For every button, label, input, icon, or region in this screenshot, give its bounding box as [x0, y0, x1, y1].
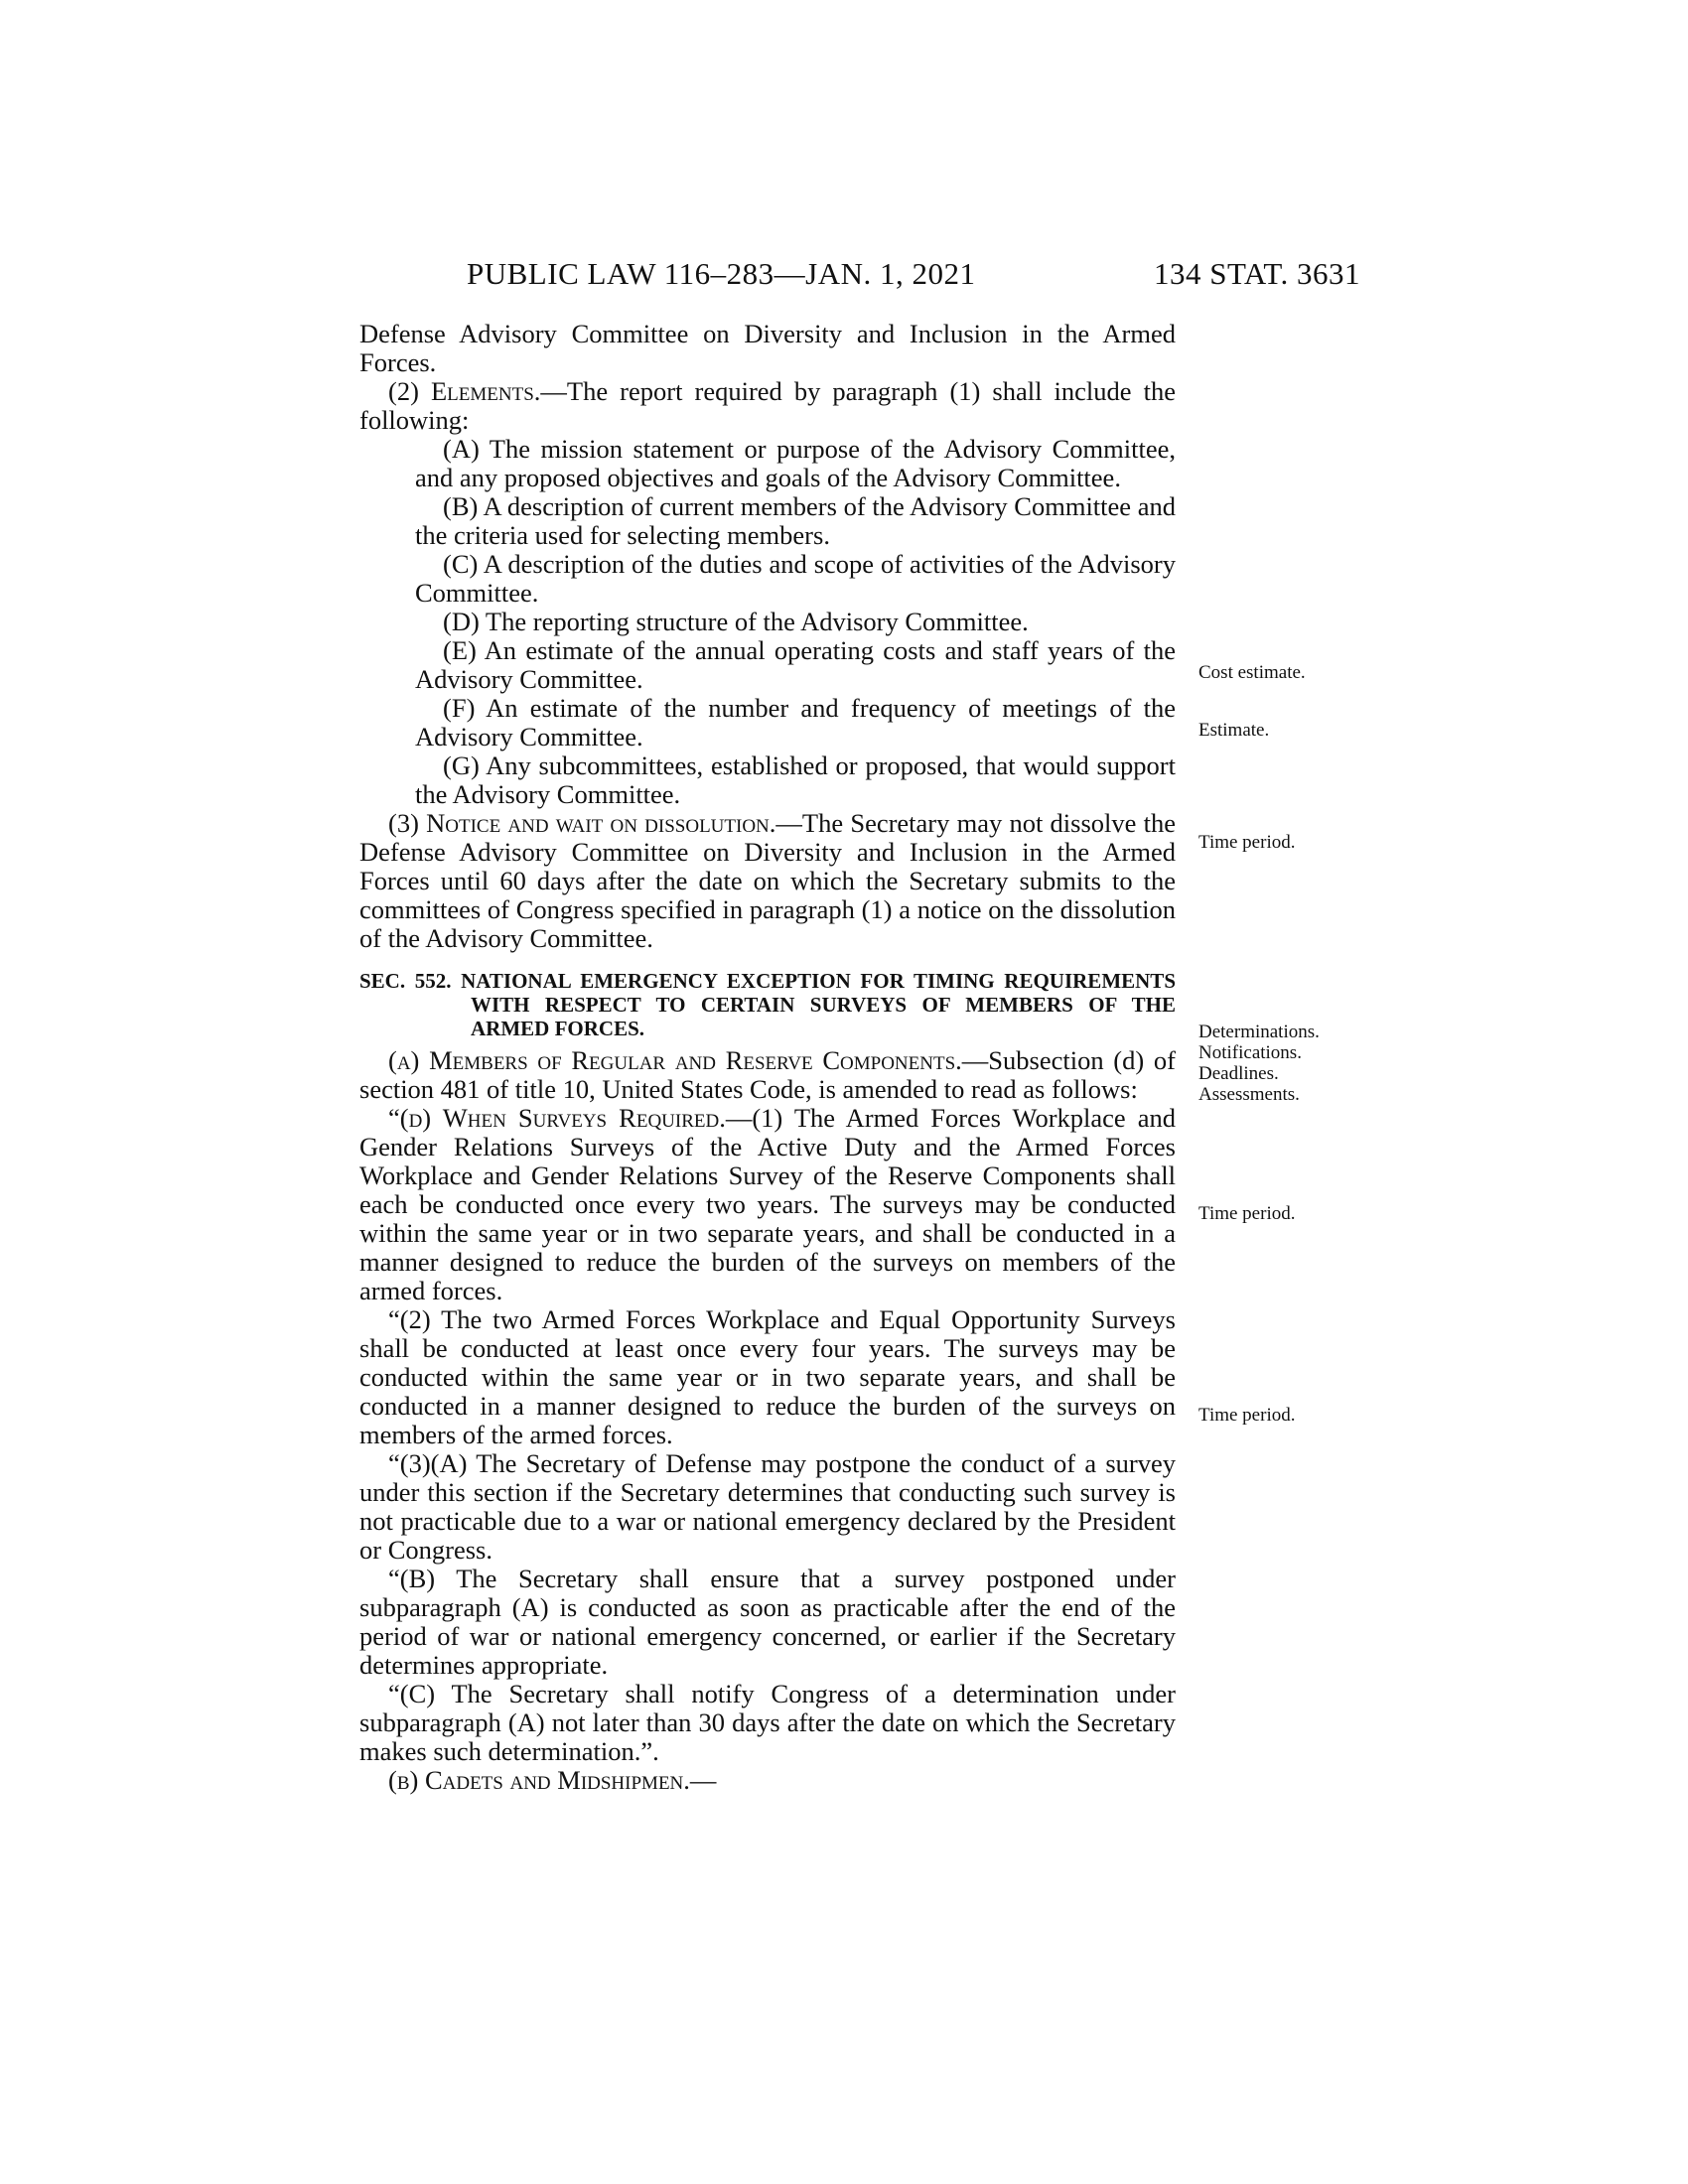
subsection-b-heading: (b) Cadets and Midshipmen. [388, 1765, 690, 1795]
margin-note-notifications: Notifications. [1198, 1042, 1302, 1063]
subsection-d-text: —(1) The Armed Forces Workplace and Gender Relations Surveys of the Active Duty and the Armed Forces Workplace and Gender Relations Survey of the Reserve Components shall each be conducted once every two years. The surveys may be conducted within the same year or in two separate years, and shall be conducted in a manner designed to reduce the burden of the surveys on members of the armed forces. [359, 1103, 1176, 1305]
subsection-d-heading: “(d) When Surveys Required. [388, 1103, 726, 1133]
subparagraph-a [415, 435, 1176, 492]
subsection-d-3b: “(B) The Secretary shall ensure that a survey postponed under subparagraph (A) is conducted as soon as practicable after the end of the period of war or national emergency concerned, or earlier if the Secretary determines appropriate. [359, 1564, 1176, 1680]
paragraph-continuation: Defense Advisory Committee on Diversity and Inclusion in the Armed Forces. [359, 319, 1176, 377]
document-body [359, 320, 1176, 1795]
running-header [467, 256, 1360, 300]
margin-note-determinations: Determinations. [1198, 1022, 1320, 1042]
subsection-a-text: —Subsection (d) of section 481 of title 10, United States Code, is amended to read as follows: [359, 1045, 1176, 1104]
subsection-d [359, 1104, 1176, 1305]
header-stat-page: 134 STAT. 3631 [1153, 256, 1360, 291]
section-552-heading-block [359, 969, 1176, 1040]
subsection-b [359, 1766, 1176, 1795]
margin-note-assessments: Assessments. [1198, 1084, 1300, 1105]
subparagraph-e-text: (E) An estimate of the annual operating costs and staff years of the Advisory Committee. [415, 635, 1176, 694]
paragraph-2-text: —The report required by paragraph (1) shall include the following: [359, 376, 1176, 435]
subparagraph-d [415, 608, 1176, 636]
paragraph-2-heading: (2) Elements. [388, 376, 541, 406]
section-552-heading: SEC. 552. NATIONAL EMERGENCY EXCEPTION FOR TIMING REQUIREMENTS WITH RESPECT TO CERTAIN SURVEYS OF MEMBERS OF THE ARMED FORCES. [359, 969, 1176, 1040]
margin-note-time-period-1: Time period. [1198, 832, 1296, 853]
margin-note-cost-estimate: Cost estimate. [1198, 662, 1306, 683]
margin-note-deadlines: Deadlines. [1198, 1063, 1279, 1084]
margin-note-estimate: Estimate. [1198, 720, 1270, 741]
subparagraph-f [415, 694, 1176, 751]
subparagraph-g [415, 751, 1176, 809]
subsection-a [359, 1046, 1176, 1104]
subparagraph-b-text: (B) A description of current members of the Advisory Committee and the criteria used for selecting members. [415, 491, 1176, 550]
paragraph-2-elements [359, 377, 1176, 435]
subparagraph-a-text: (A) The mission statement or purpose of the Advisory Committee, and any proposed objectives and goals of the Advisory Committee. [415, 434, 1176, 492]
margin-note-time-period-2: Time period. [1198, 1203, 1296, 1224]
subparagraph-c [415, 550, 1176, 608]
subparagraph-g-text: (G) Any subcommittees, established or proposed, that would support the Advisory Committee. [415, 751, 1176, 809]
subsection-a-heading: (a) Members of Regular and Reserve Components. [388, 1045, 962, 1075]
header-title: PUBLIC LAW 116–283—JAN. 1, 2021 [467, 256, 976, 291]
subsection-d-2: “(2) The two Armed Forces Workplace and Equal Opportunity Surveys shall be conducted at least once every four years. The surveys may be conducted within the same year or in two separate years, and shall be conducted in a manner designed to reduce the burden of the surveys on members of the armed forces. [359, 1304, 1176, 1449]
subparagraph-e [415, 636, 1176, 694]
margin-note-time-period-3: Time period. [1198, 1405, 1296, 1426]
paragraph-3-text: —The Secretary may not dissolve the Defense Advisory Committee on Diversity and Inclusion in the Armed Forces until 60 days after the date on which the Secretary submits to the committees of Congress specified in paragraph (1) a notice on the dissolution of the Advisory Committee. [359, 808, 1176, 953]
subparagraph-b [415, 492, 1176, 550]
paragraph-3-heading: (3) Notice and wait on dissolution. [388, 808, 776, 838]
paragraph-3-notice [359, 809, 1176, 953]
subsection-d-3c: “(C) The Secretary shall notify Congress of a determination under subparagraph (A) not later than 30 days after the date on which the Secretary makes such determination.”. [359, 1679, 1176, 1766]
subparagraph-c-text: (C) A description of the duties and scope of activities of the Advisory Committee. [415, 549, 1176, 608]
subsection-b-text: — [689, 1765, 717, 1795]
subparagraph-f-text: (F) An estimate of the number and frequency of meetings of the Advisory Committee. [415, 693, 1176, 751]
subsection-d-3a: “(3)(A) The Secretary of Defense may postpone the conduct of a survey under this section if the Secretary determines that conducting such survey is not practicable due to a war or national emergency declared by the President or Congress. [359, 1448, 1176, 1565]
subparagraph-d-text: (D) The reporting structure of the Advisory Committee. [443, 607, 1029, 636]
